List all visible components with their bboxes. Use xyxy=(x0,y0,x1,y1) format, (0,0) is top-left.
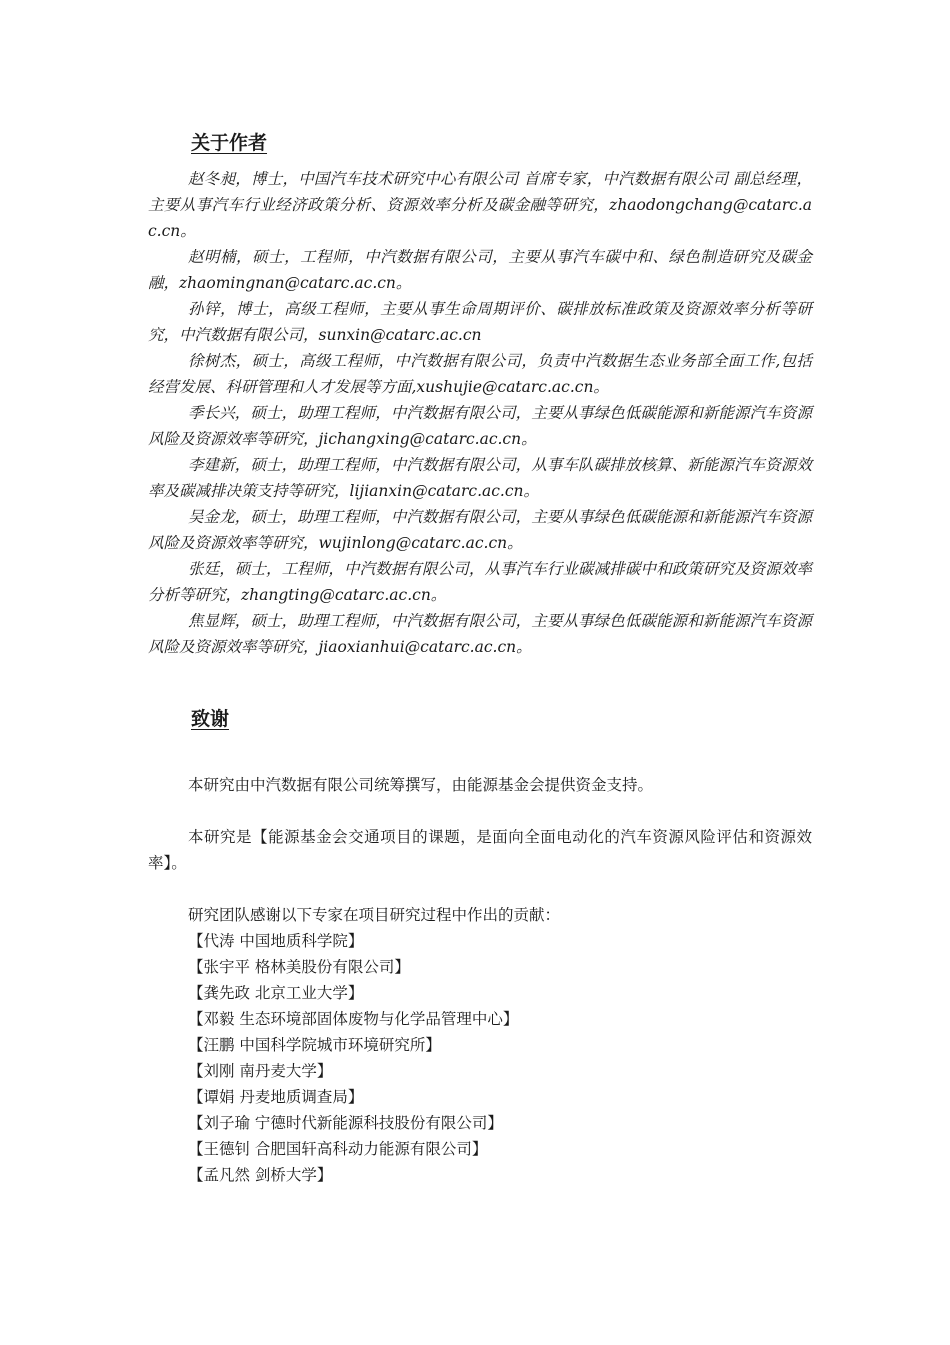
expert-item: 【汪鹏 中国科学院城市环境研究所】 xyxy=(188,1036,441,1054)
expert-item: 【代涛 中国地质科学院】 xyxy=(188,932,364,950)
expert-item: 【王德钊 合肥国轩高科动力能源有限公司】 xyxy=(188,1140,488,1158)
document-page xyxy=(148,128,812,1188)
expert-item: 【孟凡然 剑桥大学】 xyxy=(188,1166,333,1184)
author-bio: 赵明楠，硕士，工程师，中汽数据有限公司，主要从事汽车碳中和、绿色制造研究及碳金融，zhaomingnan@catarc.ac.cn。 xyxy=(148,248,812,292)
author-bio: 李建新，硕士，助理工程师，中汽数据有限公司，从事车队碳排放核算、新能源汽车资源效率及碳减排决策支持等研究，lijianxin@catarc.ac.cn。 xyxy=(148,456,812,500)
expert-item: 【刘子瑜 宁德时代新能源科技股份有限公司】 xyxy=(188,1114,503,1132)
author-bio: 张廷，硕士，工程师，中汽数据有限公司，从事汽车行业碳减排碳中和政策研究及资源效率分析等研究，zhangting@catarc.ac.cn。 xyxy=(148,560,812,604)
author-bio: 孙锌，博士，高级工程师，主要从事生命周期评价、碳排放标准政策及资源效率分析等研究，中汽数据有限公司，sunxin@catarc.ac.cn xyxy=(148,300,812,344)
author-bio: 徐树杰，硕士，高级工程师，中汽数据有限公司，负责中汽数据生态业务部全面工作,包括经营发展、科研管理和人才发展等方面,xushujie@catarc.ac.cn。 xyxy=(148,352,812,396)
ack-funding-paragraph: 本研究由中汽数据有限公司统筹撰写，由能源基金会提供资金支持。 xyxy=(188,776,654,794)
author-bio: 吴金龙，硕士，助理工程师，中汽数据有限公司，主要从事绿色低碳能源和新能源汽车资源风险及资源效率等研究，wujinlong@catarc.ac.cn。 xyxy=(148,508,812,552)
author-bios xyxy=(148,166,812,660)
acknowledgements-heading: 致谢 xyxy=(191,708,230,730)
author-bio: 赵冬昶，博士，中国汽车技术研究中心有限公司 首席专家，中汽数据有限公司 副总经理，主要从事汽车行业经济政策分析、资源效率分析及碳金融等研究，zhaodongchang@catarc.ac.cn。 xyxy=(148,170,812,240)
expert-item: 【龚先政 北京工业大学】 xyxy=(188,984,364,1002)
ack-thanks-paragraph: 研究团队感谢以下专家在项目研究过程中作出的贡献： xyxy=(188,906,561,924)
expert-item: 【邓毅 生态环境部固体废物与化学品管理中心】 xyxy=(188,1010,519,1028)
ack-project-paragraph: 本研究是【能源基金会交通项目的课题，是面向全面电动化的汽车资源风险评估和资源效率】。 xyxy=(148,828,812,872)
author-bio: 季长兴，硕士，助理工程师，中汽数据有限公司，主要从事绿色低碳能源和新能源汽车资源风险及资源效率等研究，jichangxing@catarc.ac.cn。 xyxy=(148,404,812,448)
about-authors-heading: 关于作者 xyxy=(191,132,268,154)
author-bio: 焦显辉，硕士，助理工程师，中汽数据有限公司，主要从事绿色低碳能源和新能源汽车资源风险及资源效率等研究，jiaoxianhui@catarc.ac.cn。 xyxy=(148,612,812,656)
expert-item: 【谭娟 丹麦地质调查局】 xyxy=(188,1088,364,1106)
expert-item: 【刘刚 南丹麦大学】 xyxy=(188,1062,333,1080)
expert-item: 【张宇平 格林美股份有限公司】 xyxy=(188,958,410,976)
expert-list xyxy=(148,928,812,1188)
